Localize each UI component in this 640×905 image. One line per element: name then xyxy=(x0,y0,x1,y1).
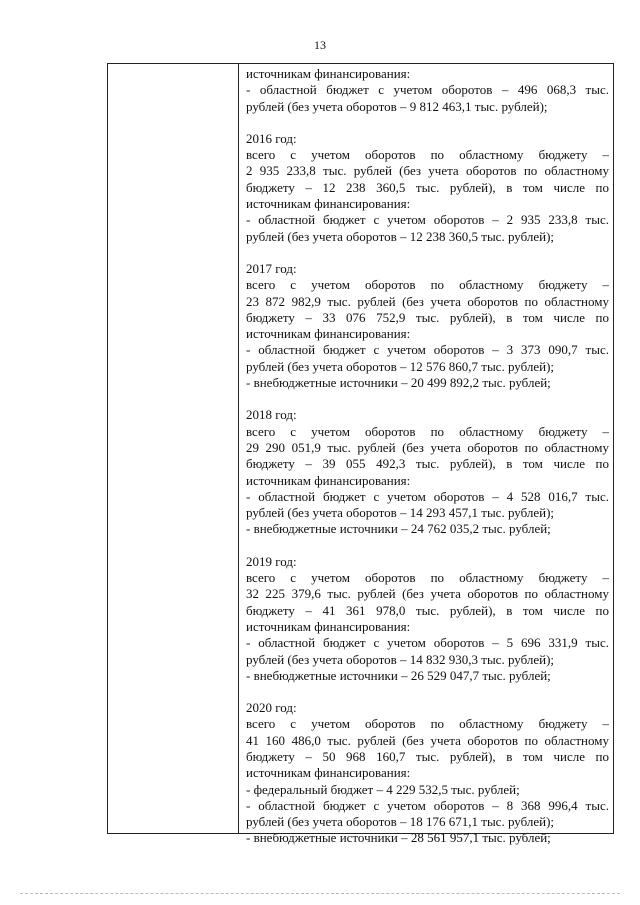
text-line: источникам финансирования: xyxy=(246,66,411,81)
text-line: - областной бюджет с учетом оборотов – 3 373 090,7 тыс. xyxy=(246,342,609,358)
funding-block xyxy=(246,131,609,245)
funding-block xyxy=(246,66,609,115)
text-line: всего с учетом оборотов по областному бюджету – xyxy=(246,716,609,732)
text-line: источникам финансирования: xyxy=(246,765,411,781)
year-heading: 2020 год: xyxy=(246,700,297,716)
table-bottom-border xyxy=(107,833,614,834)
text-line: - внебюджетные источники – 24 762 035,2 тыс. рублей; xyxy=(246,521,551,537)
text-line: всего с учетом оборотов по областному бюджету – xyxy=(246,423,609,439)
text-line: 32 225 379,6 тыс. рублей (без учета оборотов по областному xyxy=(246,586,609,602)
text-line: всего с учетом оборотов по областному бюджету – xyxy=(246,570,609,586)
funding-block xyxy=(246,700,609,847)
text-line: источникам финансирования: xyxy=(246,472,411,488)
text-line: - внебюджетные источники – 20 499 892,2 тыс. рублей; xyxy=(246,375,551,391)
text-line: бюджету – 39 055 492,3 тыс. рублей), в том числе по xyxy=(246,456,609,472)
text-line: всего с учетом оборотов по областному бюджету – xyxy=(246,147,609,163)
funding-block xyxy=(246,554,609,684)
table-right-column xyxy=(239,64,613,846)
funding-block xyxy=(246,407,609,537)
text-line: бюджету – 41 361 978,0 тыс. рублей), в том числе по xyxy=(246,602,609,618)
text-line: бюджету – 50 968 160,7 тыс. рублей), в том числе по xyxy=(246,748,609,764)
page-number: 13 xyxy=(314,38,326,52)
text-line: - областной бюджет с учетом оборотов – 5 696 331,9 тыс. xyxy=(246,635,609,651)
table-left-column xyxy=(108,64,239,833)
text-line: источникам финансирования: xyxy=(246,196,411,212)
year-heading: 2017 год: xyxy=(246,260,297,276)
text-line: - областной бюджет с учетом оборотов – 8 368 996,4 тыс. xyxy=(246,797,609,813)
text-line: 2 935 233,8 тыс. рублей (без учета оборотов по областному xyxy=(246,163,609,179)
text-line: 23 872 982,9 тыс. рублей (без учета оборотов по областному xyxy=(246,293,609,309)
page-footer-divider xyxy=(20,893,620,894)
text-line: - областной бюджет с учетом оборотов – 2 935 233,8 тыс. xyxy=(246,212,609,228)
funding-block xyxy=(246,261,609,391)
text-line: рублей (без учета оборотов – 9 812 463,1 тыс. рублей); xyxy=(246,98,548,114)
text-line: - областной бюджет с учетом оборотов – 496 068,3 тыс. xyxy=(246,82,609,98)
year-heading: 2016 год: xyxy=(246,130,297,146)
text-line: рублей (без учета оборотов – 18 176 671,1 тыс. рублей); xyxy=(246,814,555,830)
text-line: источникам финансирования: xyxy=(246,618,411,634)
text-line: - областной бюджет с учетом оборотов – 4 528 016,7 тыс. xyxy=(246,488,609,504)
text-line: бюджету – 33 076 752,9 тыс. рублей), в том числе по xyxy=(246,309,609,325)
year-heading: 2019 год: xyxy=(246,553,297,569)
text-line: бюджету – 12 238 360,5 тыс. рублей), в том числе по xyxy=(246,179,609,195)
text-line: рублей (без учета оборотов – 12 238 360,5 тыс. рублей); xyxy=(246,228,555,244)
text-line: - федеральный бюджет – 4 229 532,5 тыс. рублей; xyxy=(246,781,520,797)
text-line: рублей (без учета оборотов – 12 576 860,7 тыс. рублей); xyxy=(246,358,555,374)
funding-table xyxy=(107,63,614,846)
year-heading: 2018 год: xyxy=(246,407,297,423)
text-line: всего с учетом оборотов по областному бюджету – xyxy=(246,277,609,293)
text-line: 41 160 486,0 тыс. рублей (без учета оборотов по областному xyxy=(246,732,609,748)
text-line: - внебюджетные источники – 28 561 957,1 тыс. рублей; xyxy=(246,830,551,846)
text-line: источникам финансирования: xyxy=(246,326,411,342)
text-line: 29 290 051,9 тыс. рублей (без учета оборотов по областному xyxy=(246,439,609,455)
text-line: рублей (без учета оборотов – 14 293 457,1 тыс. рублей); xyxy=(246,505,555,521)
text-line: - внебюджетные источники – 26 529 047,7 тыс. рублей; xyxy=(246,667,551,683)
text-line: рублей (без учета оборотов – 14 832 930,3 тыс. рублей); xyxy=(246,651,555,667)
